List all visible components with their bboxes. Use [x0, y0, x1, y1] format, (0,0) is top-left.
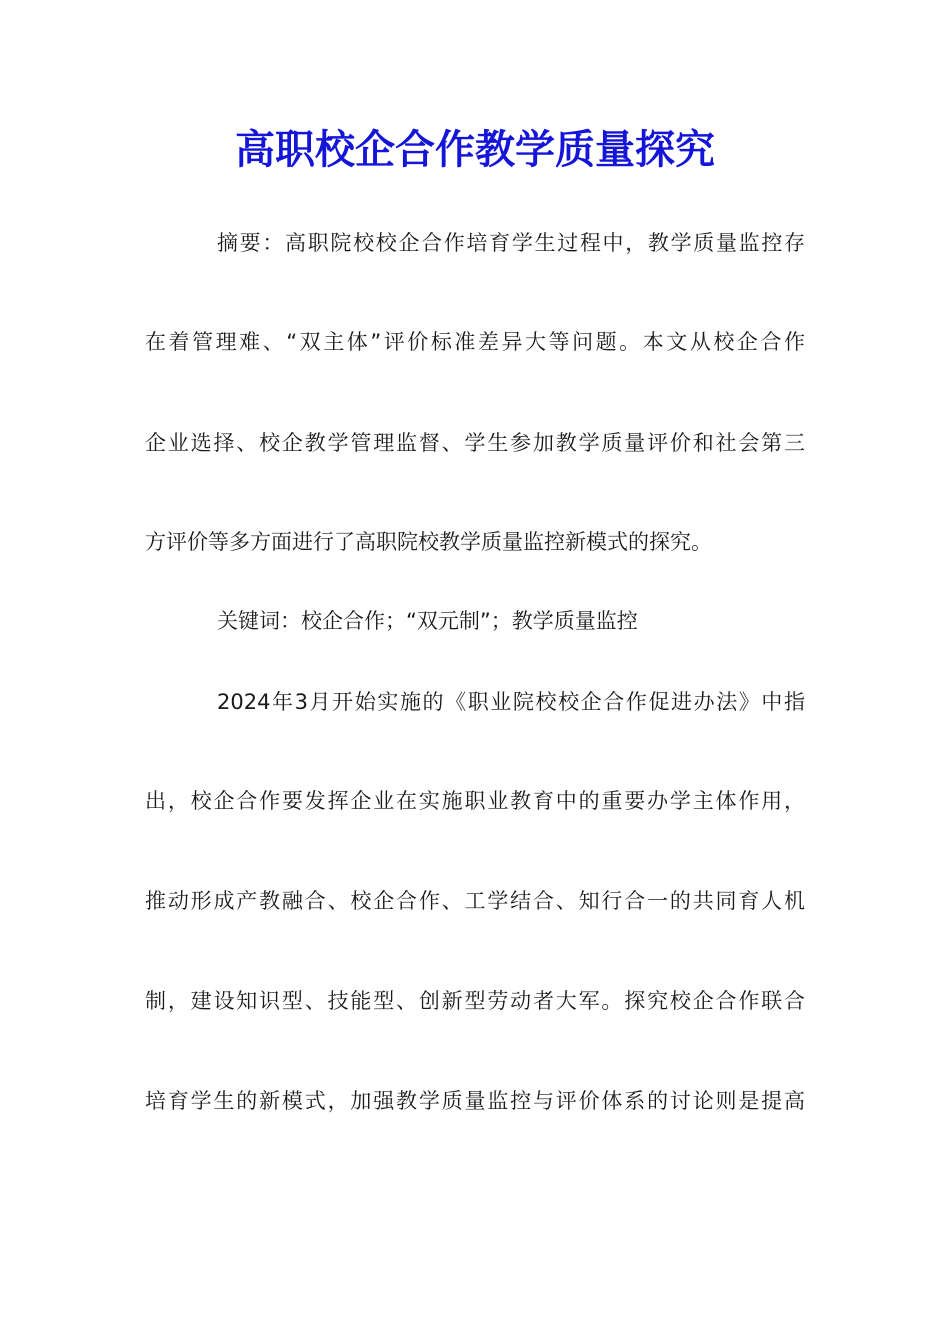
document-title: 高职校企合作教学质量探究 — [235, 126, 715, 173]
keywords-line: 关键词：校企合作；“双元制”；教学质量监控 — [217, 609, 638, 633]
abstract-line-2: 在着管理难、“双主体”评价标准差异大等问题。本文从校企合作 — [145, 330, 805, 354]
abstract-line-1: 摘要：高职院校校企合作培育学生过程中，教学质量监控存 — [217, 231, 805, 255]
body-line-3: 推动形成产教融合、校企合作、工学结合、知行合一的共同育人机 — [145, 889, 805, 913]
body-line-4: 制，建设知识型、技能型、创新型劳动者大军。探究校企合作联合 — [145, 989, 805, 1013]
body-line-5: 培育学生的新模式，加强教学质量监控与评价体系的讨论则是提高 — [145, 1089, 805, 1113]
body-line-2: 出，校企合作要发挥企业在实施职业教育中的重要办学主体作用， — [145, 789, 805, 813]
abstract-line-3: 企业选择、校企教学管理监督、学生参加教学质量评价和社会第三 — [145, 431, 805, 455]
abstract-line-4: 方评价等多方面进行了高职院校教学质量监控新模式的探究。 — [145, 530, 712, 554]
body-line-1: 2024年3月开始实施的《职业院校校企合作促进办法》中指 — [217, 690, 805, 714]
